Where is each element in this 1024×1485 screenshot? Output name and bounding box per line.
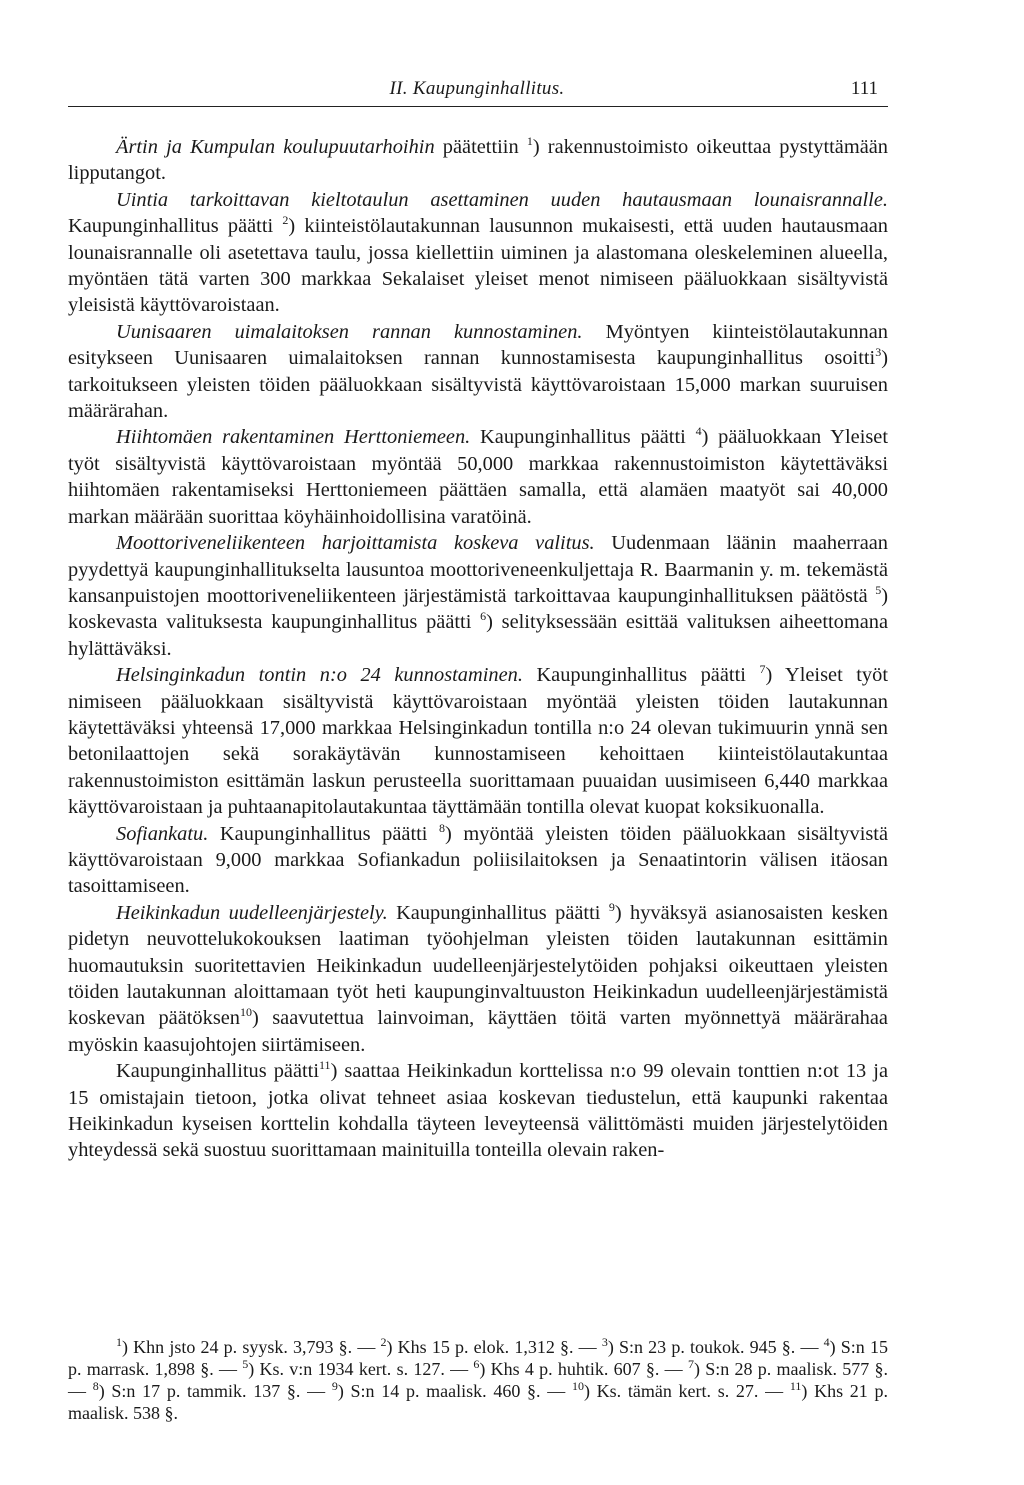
paragraph-text: Kaupunginhallitus päätti [387, 901, 609, 924]
footnote-ref: 10 [240, 1005, 252, 1020]
paragraph-text: Kaupunginhallitus päätti [68, 215, 283, 238]
footnotes [68, 1336, 888, 1424]
footnote-ref: 9 [608, 899, 615, 914]
paragraph-text: Kaupunginhallitus päätti [116, 1060, 319, 1083]
footnote-text: ) Ks. tämän kert. s. 27. — [583, 1381, 790, 1401]
footnote-text: ) Khs 15 p. elok. 1,312 §. — [386, 1337, 602, 1357]
footnote-ref: 7 [759, 662, 766, 677]
paragraph-text: Kaupunginhallitus päätti [208, 822, 440, 845]
footnote-number: 1 [116, 1335, 122, 1349]
section-heading: Uintia tarkoittavan kieltotaulun asettaminen uuden hautausmaan lounaisrannalle. [116, 188, 888, 211]
footnote-number: 11 [789, 1379, 802, 1393]
footnote-text: ) Ks. v:n 1934 kert. s. 127. — [248, 1359, 474, 1379]
footnote-number: 2 [380, 1335, 387, 1349]
paragraph [68, 134, 888, 187]
footnote-number: 7 [687, 1357, 694, 1371]
paragraph [68, 900, 888, 1058]
footnote-ref: 6 [480, 609, 487, 624]
section-heading: Hiihtomäen rakentaminen Herttoniemeen. [116, 426, 471, 449]
footnote-block [68, 1336, 888, 1424]
footnote-text: ) S:n 17 p. tammik. 137 §. — [98, 1381, 332, 1401]
chapter-title: II. Kaupunginhallitus. [389, 78, 565, 99]
footnote-number: 9 [331, 1379, 338, 1393]
paragraph-text: päätettiin [434, 136, 527, 158]
footnote-text: ) Khs 21 p. maalisk. 538 §. [68, 1381, 889, 1423]
paragraph-text: ) kiinteistölautakunnan lausunnon mukaisesti, että uuden hautausmaan lounaisrannalle oli asetettava taulu, jossa kiellettiin uiminen ja alastomana oleskeleminen alueella, myöntäen tätä varten 300 markkaa Sekalaiset yleiset menot nimiseen pääluokkaan sisältyvistä yleisistä käyttövaroistaan. [68, 215, 888, 317]
section-heading: Helsinginkadun tontin n:o 24 kunnostaminen. [116, 664, 523, 687]
paragraph-text: ) myöntää yleisten töiden pääluokkaan sisältyvistä käyttövaroistaan 9,000 markkaa Sofiankadun poliisilaitoksen ja Senaatintorin välisen itäosan tasoittamiseen. [68, 822, 889, 898]
section-heading: Heikinkadun uudelleenjärjestely. [116, 901, 388, 924]
paragraph-text: Kaupunginhallitus päätti [522, 664, 760, 687]
paragraph-text: ) tarkoitukseen yleisten töiden pääluokkaan sisältyvistä käyttövaroistaan 15,000 markan suuruisen määrärahan. [68, 347, 888, 423]
footnote-ref: 11 [319, 1058, 331, 1073]
paragraph-text: Uudenmaan läänin maaherraan pyydettyä kaupunginhallitukselta lausuntoa moottoriveneenkuljettaja R. Baarmanin y. m. tekemästä kansanpuistojen moottoriveneliikenteen järjestämistä tarkoittavaa kaupunginhallituksen päätöstä [68, 532, 888, 607]
footnote-ref: 5 [875, 583, 882, 598]
footnote-number: 10 [571, 1379, 584, 1393]
footnote-text: ) Khn jsto 24 p. syysk. 3,793 §. — [122, 1337, 381, 1357]
section-heading: Sofiankatu. [116, 822, 209, 845]
footnote-number: 6 [473, 1357, 480, 1371]
footnote-text: ) Khs 4 p. huhtik. 607 §. — [479, 1359, 688, 1379]
paragraph-text: Kaupunginhallitus päätti [470, 426, 696, 449]
footnote-text: ) S:n 28 p. maalisk. 577 §. — [68, 1359, 889, 1401]
page-number: 111 [850, 78, 878, 99]
footnote-text: ) S:n 14 p. maalisk. 460 §. — [337, 1381, 572, 1401]
footnote-number: 5 [242, 1357, 249, 1371]
section-heading: Ärtin ja Kumpulan koulupuutarhoihin [116, 136, 435, 158]
section-heading: Uunisaaren uimalaitoksen rannan kunnostaminen. [116, 320, 583, 343]
paragraph [68, 1058, 888, 1164]
footnote-ref: 3 [875, 345, 882, 360]
footnote-ref: 4 [695, 424, 702, 439]
section-heading: Moottoriveneliikenteen harjoittamista koskeva valitus. [116, 532, 595, 555]
paragraph [68, 319, 888, 425]
paragraph-text: ) selityksessään esittää valituksen aiheettomana hylättäväksi. [68, 611, 888, 660]
paragraph-text: ) saattaa Heikinkadun korttelissa n:o 99 olevain tonttien n:ot 13 ja 15 omistajain tietoon, jotka olivat tehneet asiaa koskevan tiedustelun, että kaupunki rakentaa Heikinkadun kyseisen korttelin kohdalla täyteen leveyteensä välittömästi muiden järjestelytöiden yhteydessä sekä suostuu suorittamaan mainituilla tonteilla olevain raken- [68, 1060, 888, 1162]
paragraph-text: ) rakennustoimisto oikeuttaa pystyttämään lipputangot. [68, 136, 888, 185]
paragraph [68, 821, 888, 900]
footnote-number: 3 [601, 1335, 608, 1349]
paragraph [68, 187, 888, 319]
footnote-ref: 1 [526, 134, 533, 149]
paragraph-text: ) pääluokkaan Yleiset työt sisältyvistä käyttövaroistaan myöntää 50,000 markkaa rakennustoimiston käytettäväksi hiihtomäen rakentamiseksi Herttoniemeen päättäen samalla, että alamäen maatyöt sai 40,000 markan määrään suorittaa köyhäinhoidollisina varatöinä. [68, 426, 889, 528]
footnote-text: ) S:n 15 p. marrask. 1,898 §. — [68, 1337, 888, 1379]
paragraph-text: ) saavutettua lainvoiman, käyttäen töitä varten myönnettyä määrärahaa myöskin kaasujohtojen siirtämiseen. [68, 1007, 888, 1056]
paragraph-text: Myöntyen kiinteistölautakunnan esitykseen Uunisaaren uimalaitoksen rannan kunnostamisesta kaupunginhallitus osoitti [68, 320, 888, 370]
paragraph [68, 424, 888, 530]
paragraph [68, 530, 888, 662]
header-rule [68, 106, 888, 107]
body-text [68, 134, 888, 1164]
footnote-ref: 2 [282, 213, 289, 228]
footnote-text: ) S:n 23 p. toukok. 945 §. — [607, 1337, 824, 1357]
footnote-number: 8 [92, 1379, 99, 1393]
running-header [68, 78, 886, 104]
paragraph [68, 662, 888, 820]
paragraph-text: ) koskevasta valituksesta kaupunginhallitus päätti [68, 584, 888, 634]
paragraph-text: ) Yleiset työt nimiseen pääluokkaan sisältyvistä käyttövaroistaan myöntää yleisten töiden lautakunnan käytettäväksi yhteensä 17,000 markkaa Helsinginkadun tontilla n:o 24 olevan tukimuurin ynnä sen betonilaattojen sekä sorakäytävän kunnostamiseen kehoittaen kiinteistölautakuntaa rakennustoimiston esittämän laskun perusteella suorittamaan puuaidan uusimiseen 6,440 markkaa käyttövaroistaan ja puhtaanapitolautakuntaa täyttämään tontilla olevat kuopat koksikuonalla. [68, 664, 888, 819]
footnote-number: 4 [823, 1335, 830, 1349]
paragraph-text: ) hyväksyä asianosaisten kesken pidetyn neuvottelukokouksen laatiman työohjelman yleisten töiden lautakunnan esittämin huomautuksin suoritettavien Heikinkadun uudelleenjärjestelytöiden pohjaksi oikeuttaen yleisten töiden lautakunnan aloittamaan työt heti kaupunginvaltuuston Heikinkadun uudelleenjärjestämistä koskevan päätöksen [68, 901, 888, 1030]
footnote-ref: 8 [439, 820, 446, 835]
